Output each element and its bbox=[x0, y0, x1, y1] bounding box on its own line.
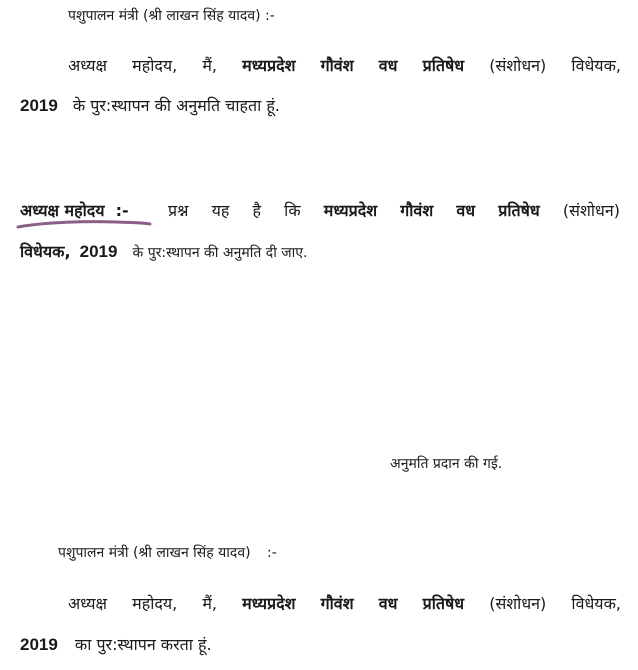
word: गौवंश bbox=[320, 594, 354, 613]
paragraph-2-rest: के पुर:स्थापन की अनुमति दी जाए. bbox=[132, 245, 308, 261]
paragraph-1-line-2 bbox=[20, 97, 280, 114]
word: गौवंश bbox=[400, 201, 434, 220]
hand-drawn-underline bbox=[16, 218, 156, 234]
word: वध bbox=[378, 56, 398, 75]
word: (संशोधन) bbox=[489, 594, 547, 613]
speaker-separator: :- bbox=[115, 201, 129, 220]
bill-year: 2019 bbox=[20, 96, 58, 115]
word: है bbox=[252, 201, 262, 220]
word: अध्यक्ष bbox=[68, 594, 107, 613]
speaker-speaker: अध्यक्ष महोदय bbox=[20, 201, 105, 220]
word: मध्यप्रदेश bbox=[323, 201, 378, 220]
word: वध bbox=[378, 594, 398, 613]
word: मध्यप्रदेश bbox=[242, 56, 296, 75]
word: यह bbox=[211, 201, 230, 220]
word: प्रतिषेध bbox=[498, 201, 540, 220]
word: मैं, bbox=[202, 594, 218, 613]
paragraph-4-line-1 bbox=[68, 596, 621, 612]
word: विधेयक, bbox=[20, 242, 71, 261]
paragraph-4-line-2 bbox=[20, 636, 212, 653]
speaker-heading-1: पशुपालन मंत्री (श्री लाखन सिंह यादव) :- bbox=[68, 8, 275, 24]
word: (संशोधन) bbox=[562, 201, 620, 220]
word: महोदय, bbox=[132, 56, 178, 75]
bill-year: 2019 bbox=[20, 635, 58, 654]
word: प्रतिषेध bbox=[422, 56, 465, 75]
word: कि bbox=[284, 201, 301, 220]
word: मध्यप्रदेश bbox=[242, 594, 296, 613]
word: विधेयक, bbox=[571, 56, 621, 75]
paragraph-2-line-2 bbox=[20, 243, 308, 260]
paragraph-1-rest: के पुर:स्थापन की अनुमति चाहता हूं. bbox=[72, 96, 280, 115]
speaker-name: पशुपालन मंत्री (श्री लाखन सिंह यादव) bbox=[58, 545, 251, 561]
word: (संशोधन) bbox=[489, 56, 547, 75]
paragraph-1-line-1 bbox=[68, 58, 621, 74]
word: महोदय, bbox=[132, 594, 178, 613]
speaker-line-2 bbox=[20, 203, 129, 219]
word: गौवंश bbox=[320, 56, 354, 75]
paragraph-4-rest: का पुर:स्थापन करता हूं. bbox=[74, 635, 212, 654]
word: वध bbox=[456, 201, 476, 220]
bill-year: 2019 bbox=[79, 242, 118, 261]
word: अध्यक्ष bbox=[68, 56, 107, 75]
word: प्रतिषेध bbox=[422, 594, 465, 613]
word: मैं, bbox=[202, 56, 218, 75]
speaker-heading-4 bbox=[58, 546, 277, 560]
speaker-separator: :- bbox=[267, 545, 277, 561]
result-statement: अनुमति प्रदान की गई. bbox=[390, 456, 503, 472]
word: विधेयक, bbox=[571, 594, 621, 613]
word: प्रश्न bbox=[168, 201, 189, 220]
paragraph-2-line-1 bbox=[168, 203, 620, 219]
